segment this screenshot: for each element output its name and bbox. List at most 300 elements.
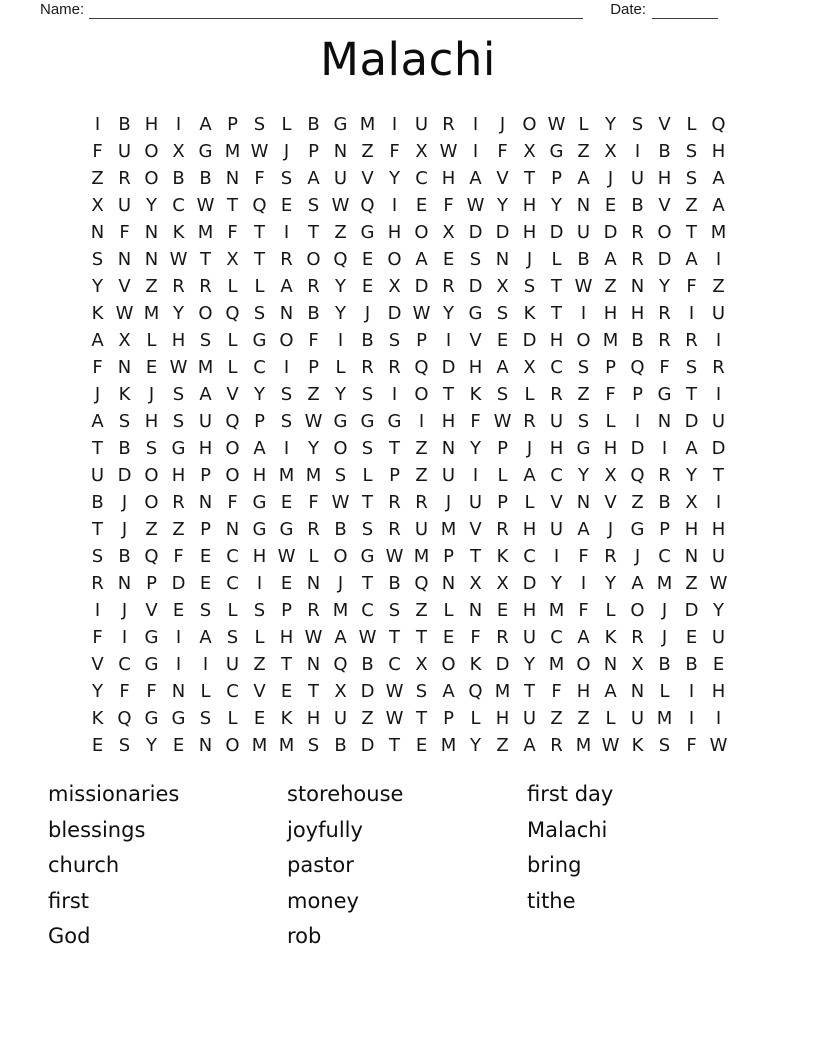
- grid-letter: J: [337, 573, 344, 594]
- grid-letter: M: [710, 222, 727, 243]
- grid-letter: F: [605, 384, 616, 405]
- grid-letter: N: [144, 249, 159, 270]
- grid-letter: W: [331, 492, 350, 513]
- grid-letter: X: [604, 465, 617, 486]
- grid-letter: Z: [253, 654, 266, 675]
- grid-letter: Q: [630, 357, 645, 378]
- grid-letter: F: [92, 357, 103, 378]
- grid-letter: V: [469, 519, 482, 540]
- grid-letter: F: [92, 141, 103, 162]
- grid-letter: L: [254, 627, 265, 648]
- grid-letter: S: [469, 249, 482, 270]
- grid-letter: E: [496, 330, 509, 351]
- grid-letter: V: [226, 384, 239, 405]
- grid-letter: R: [388, 519, 401, 540]
- grid-letter: Y: [308, 438, 319, 459]
- grid-letter: Y: [551, 573, 562, 594]
- grid-letter: N: [279, 303, 294, 324]
- grid-letter: R: [280, 249, 293, 270]
- grid-letter: L: [578, 114, 589, 135]
- grid-letter: N: [603, 654, 618, 675]
- grid-letter: W: [709, 573, 728, 594]
- grid-letter: M: [197, 222, 214, 243]
- grid-letter: H: [522, 519, 537, 540]
- grid-letter: L: [227, 600, 238, 621]
- grid-letter: H: [306, 708, 321, 729]
- word-list: [48, 777, 796, 955]
- grid-letter: R: [496, 627, 509, 648]
- grid-letter: M: [494, 681, 511, 702]
- grid-letter: F: [389, 141, 400, 162]
- grid-letter: Y: [551, 195, 562, 216]
- grid-letter: D: [522, 573, 537, 594]
- grid-letter: H: [522, 600, 537, 621]
- grid-letter: S: [199, 330, 212, 351]
- grid-letter: O: [144, 465, 159, 486]
- grid-letter: J: [121, 492, 128, 513]
- word-list-item: joyfully: [287, 817, 363, 842]
- grid-letter: R: [388, 357, 401, 378]
- grid-letter: Y: [605, 114, 616, 135]
- grid-letter: I: [175, 114, 182, 135]
- grid-letter: B: [631, 330, 644, 351]
- grid-letter: S: [172, 411, 185, 432]
- grid-letter: D: [468, 222, 483, 243]
- name-blank-field[interactable]: [89, 2, 583, 19]
- grid-letter: G: [171, 708, 186, 729]
- grid-letter: B: [334, 735, 347, 756]
- grid-letter: U: [414, 519, 429, 540]
- grid-letter: G: [333, 411, 348, 432]
- grid-letter: A: [442, 681, 455, 702]
- date-blank-field[interactable]: [652, 2, 718, 19]
- grid-letter: J: [148, 384, 155, 405]
- word-list-column: [48, 777, 287, 955]
- grid-letter: Z: [334, 222, 347, 243]
- grid-letter: Z: [577, 708, 590, 729]
- grid-letter: H: [441, 168, 456, 189]
- grid-letter: U: [522, 627, 537, 648]
- grid-letter: P: [308, 141, 319, 162]
- grid-letter: Y: [659, 276, 670, 297]
- grid-letter: D: [360, 735, 375, 756]
- grid-letter: A: [523, 735, 536, 756]
- grid-letter: U: [711, 411, 726, 432]
- word-list-item: rob: [287, 924, 322, 949]
- word-list-column: [287, 777, 527, 955]
- grid-letter: E: [172, 600, 185, 621]
- grid-letter: L: [605, 411, 616, 432]
- grid-letter: J: [526, 249, 533, 270]
- grid-letter: X: [523, 357, 536, 378]
- grid-letter: G: [144, 627, 159, 648]
- grid-letter: Z: [685, 195, 698, 216]
- grid-letter: V: [658, 114, 671, 135]
- grid-letter: O: [279, 330, 294, 351]
- grid-letter: C: [226, 681, 239, 702]
- grid-letter: F: [470, 627, 481, 648]
- grid-letter: T: [254, 222, 265, 243]
- grid-letter: L: [227, 708, 238, 729]
- grid-letter: K: [118, 384, 131, 405]
- grid-letter: B: [361, 330, 374, 351]
- grid-letter: A: [469, 168, 482, 189]
- grid-letter: C: [658, 546, 671, 567]
- grid-letter: L: [227, 357, 238, 378]
- word-list-item: pastor: [287, 853, 354, 878]
- word-list-item: storehouse: [287, 782, 404, 806]
- grid-letter: R: [631, 222, 644, 243]
- grid-letter: G: [198, 141, 213, 162]
- grid-letter: O: [522, 114, 537, 135]
- grid-letter: A: [577, 519, 590, 540]
- grid-letter: A: [199, 384, 212, 405]
- grid-letter: G: [279, 519, 294, 540]
- grid-letter: R: [199, 276, 212, 297]
- grid-letter: D: [387, 303, 402, 324]
- grid-letter: A: [253, 438, 266, 459]
- grid-letter: S: [307, 195, 320, 216]
- grid-letter: D: [441, 357, 456, 378]
- grid-letter: V: [550, 492, 563, 513]
- grid-letter: A: [199, 627, 212, 648]
- grid-letter: M: [278, 735, 295, 756]
- grid-letter: G: [387, 411, 402, 432]
- grid-letter: J: [121, 600, 128, 621]
- grid-letter: N: [306, 654, 321, 675]
- grid-letter: E: [280, 195, 293, 216]
- grid-letter: L: [281, 114, 292, 135]
- grid-letter: B: [631, 195, 644, 216]
- grid-letter: A: [712, 195, 725, 216]
- grid-letter: P: [227, 114, 238, 135]
- grid-letter: I: [418, 411, 425, 432]
- grid-letter: Y: [578, 465, 589, 486]
- grid-letter: U: [117, 195, 132, 216]
- grid-letter: T: [92, 519, 103, 540]
- grid-letter: P: [605, 357, 616, 378]
- grid-letter: S: [91, 546, 104, 567]
- grid-letter: W: [331, 195, 350, 216]
- grid-letter: S: [415, 681, 428, 702]
- grid-letter: M: [575, 735, 592, 756]
- grid-letter: Z: [415, 465, 428, 486]
- grid-letter: J: [607, 519, 614, 540]
- grid-letter: W: [250, 141, 269, 162]
- grid-letter: N: [630, 276, 645, 297]
- grid-letter: H: [711, 141, 726, 162]
- grid-letter: N: [468, 600, 483, 621]
- grid-letter: F: [659, 357, 670, 378]
- grid-letter: X: [334, 681, 347, 702]
- grid-letter: H: [144, 411, 159, 432]
- grid-letter: A: [334, 627, 347, 648]
- grid-letter: F: [227, 492, 238, 513]
- grid-letter: P: [254, 411, 265, 432]
- grid-letter: Q: [333, 654, 348, 675]
- grid-letter: L: [605, 708, 616, 729]
- grid-letter: H: [468, 357, 483, 378]
- grid-letter: R: [550, 735, 563, 756]
- grid-letter: R: [415, 492, 428, 513]
- grid-letter: Q: [225, 411, 240, 432]
- grid-letter: L: [254, 276, 265, 297]
- grid-letter: F: [308, 330, 319, 351]
- grid-letter: X: [226, 249, 239, 270]
- grid-letter: C: [361, 600, 374, 621]
- grid-letter: P: [551, 168, 562, 189]
- grid-letter: L: [227, 330, 238, 351]
- grid-letter: H: [144, 114, 159, 135]
- grid-letter: I: [715, 330, 722, 351]
- grid-letter: T: [470, 546, 481, 567]
- grid-letter: M: [305, 465, 322, 486]
- grid-letter: O: [441, 654, 456, 675]
- grid-letter: L: [497, 465, 508, 486]
- grid-letter: R: [388, 492, 401, 513]
- grid-letter: X: [415, 654, 428, 675]
- grid-letter: U: [117, 141, 132, 162]
- grid-letter: C: [172, 195, 185, 216]
- grid-letter: Z: [415, 438, 428, 459]
- grid-letter: H: [711, 681, 726, 702]
- grid-letter: R: [631, 627, 644, 648]
- grid-letter: S: [118, 411, 131, 432]
- grid-letter: G: [657, 384, 672, 405]
- grid-letter: M: [224, 141, 241, 162]
- grid-letter: D: [657, 249, 672, 270]
- grid-letter: D: [711, 438, 726, 459]
- grid-letter: I: [391, 114, 398, 135]
- grid-letter: B: [118, 438, 131, 459]
- grid-letter: Y: [497, 195, 508, 216]
- grid-letter: G: [252, 330, 267, 351]
- grid-letter: P: [389, 465, 400, 486]
- grid-letter: N: [198, 735, 213, 756]
- grid-letter: N: [117, 357, 132, 378]
- grid-letter: B: [388, 573, 401, 594]
- grid-letter: T: [416, 708, 427, 729]
- grid-letter: V: [361, 168, 374, 189]
- grid-letter: U: [468, 492, 483, 513]
- grid-letter: T: [524, 681, 535, 702]
- grid-letter: F: [578, 546, 589, 567]
- grid-letter: J: [661, 627, 668, 648]
- grid-letter: D: [495, 654, 510, 675]
- grid-letter: Y: [146, 735, 157, 756]
- grid-letter: Z: [577, 141, 590, 162]
- grid-letter: R: [442, 114, 455, 135]
- grid-letter: U: [225, 654, 240, 675]
- grid-letter: E: [361, 249, 374, 270]
- grid-letter: F: [470, 411, 481, 432]
- grid-letter: S: [361, 438, 374, 459]
- grid-letter: Y: [335, 303, 346, 324]
- grid-letter: F: [551, 681, 562, 702]
- grid-letter: E: [145, 357, 158, 378]
- grid-letter: H: [441, 411, 456, 432]
- grid-letter: E: [172, 735, 185, 756]
- grid-letter: Z: [361, 141, 374, 162]
- grid-letter: H: [252, 465, 267, 486]
- grid-letter: O: [333, 438, 348, 459]
- grid-letter: H: [252, 546, 267, 567]
- grid-letter: L: [335, 357, 346, 378]
- grid-letter: D: [360, 681, 375, 702]
- grid-letter: F: [686, 735, 697, 756]
- grid-letter: B: [307, 114, 320, 135]
- grid-letter: S: [199, 708, 212, 729]
- grid-letter: H: [711, 519, 726, 540]
- grid-letter: M: [548, 600, 565, 621]
- grid-letter: U: [711, 546, 726, 567]
- grid-letter: A: [523, 465, 536, 486]
- grid-letter: G: [360, 546, 375, 567]
- grid-letter: Z: [550, 708, 563, 729]
- grid-letter: B: [307, 303, 320, 324]
- grid-letter: Y: [92, 276, 103, 297]
- header: [40, 1, 776, 19]
- grid-letter: G: [549, 141, 564, 162]
- grid-letter: N: [117, 249, 132, 270]
- grid-letter: P: [443, 708, 454, 729]
- grid-letter: I: [688, 681, 695, 702]
- grid-letter: N: [198, 492, 213, 513]
- grid-letter: K: [631, 735, 644, 756]
- grid-letter: Q: [414, 357, 429, 378]
- grid-letter: J: [121, 519, 128, 540]
- grid-letter: X: [442, 222, 455, 243]
- grid-letter: X: [469, 573, 482, 594]
- grid-letter: R: [631, 249, 644, 270]
- grid-letter: I: [175, 654, 182, 675]
- grid-letter: M: [440, 519, 457, 540]
- grid-letter: R: [523, 411, 536, 432]
- grid-letter: K: [469, 654, 482, 675]
- grid-letter: D: [549, 222, 564, 243]
- grid-letter: S: [523, 276, 536, 297]
- grid-letter: Q: [117, 708, 132, 729]
- grid-letter: E: [685, 627, 698, 648]
- grid-letter: R: [118, 168, 131, 189]
- grid-letter: S: [91, 249, 104, 270]
- grid-letter: N: [684, 546, 699, 567]
- grid-letter: L: [551, 249, 562, 270]
- grid-letter: I: [688, 708, 695, 729]
- grid-letter: Q: [711, 114, 726, 135]
- name-label: Name:: [40, 1, 85, 18]
- grid-letter: I: [634, 141, 641, 162]
- grid-letter: V: [145, 600, 158, 621]
- grid-letter: I: [715, 708, 722, 729]
- grid-letter: T: [389, 438, 400, 459]
- grid-letter: C: [550, 357, 563, 378]
- grid-letter: K: [91, 303, 104, 324]
- grid-letter: Y: [443, 303, 454, 324]
- grid-letter: I: [445, 330, 452, 351]
- grid-letter: P: [497, 492, 508, 513]
- grid-letter: F: [686, 276, 697, 297]
- grid-letter: A: [685, 438, 698, 459]
- grid-letter: H: [657, 168, 672, 189]
- grid-letter: S: [199, 600, 212, 621]
- grid-letter: N: [333, 141, 348, 162]
- grid-letter: B: [334, 519, 347, 540]
- grid-letter: Q: [360, 195, 375, 216]
- grid-letter: S: [496, 384, 509, 405]
- grid-letter: I: [688, 303, 695, 324]
- grid-letter: A: [415, 249, 428, 270]
- grid-letter: L: [200, 681, 211, 702]
- grid-letter: D: [684, 600, 699, 621]
- grid-letter: L: [659, 681, 670, 702]
- grid-letter: R: [496, 519, 509, 540]
- grid-letter: K: [172, 222, 185, 243]
- grid-letter: S: [280, 168, 293, 189]
- grid-letter: C: [550, 627, 563, 648]
- grid-letter: K: [280, 708, 293, 729]
- grid-letter: P: [632, 384, 643, 405]
- grid-letter: M: [440, 735, 457, 756]
- grid-letter: D: [630, 438, 645, 459]
- grid-letter: S: [577, 357, 590, 378]
- grid-letter: F: [119, 681, 130, 702]
- grid-letter: L: [524, 384, 535, 405]
- grid-letter: Z: [631, 492, 644, 513]
- grid-letter: U: [333, 168, 348, 189]
- grid-letter: Z: [496, 735, 509, 756]
- grid-letter: U: [549, 411, 564, 432]
- grid-letter: W: [547, 114, 566, 135]
- grid-letter: O: [414, 384, 429, 405]
- grid-letter: T: [92, 438, 103, 459]
- grid-letter: G: [360, 411, 375, 432]
- grid-letter: D: [522, 330, 537, 351]
- grid-letter: R: [604, 546, 617, 567]
- grid-letter: W: [304, 627, 323, 648]
- grid-letter: M: [656, 573, 673, 594]
- grid-letter: B: [361, 654, 374, 675]
- grid-letter: M: [143, 303, 160, 324]
- grid-letter: I: [553, 546, 560, 567]
- grid-letter: I: [391, 384, 398, 405]
- grid-letter: A: [91, 411, 104, 432]
- grid-letter: W: [385, 708, 404, 729]
- grid-letter: C: [118, 654, 131, 675]
- grid-letter: I: [634, 411, 641, 432]
- grid-letter: X: [496, 276, 509, 297]
- grid-letter: V: [604, 492, 617, 513]
- grid-letter: W: [169, 357, 188, 378]
- grid-letter: W: [115, 303, 134, 324]
- grid-letter: U: [90, 465, 105, 486]
- grid-letter: G: [360, 222, 375, 243]
- word-list-column: [527, 777, 613, 919]
- grid-letter: K: [469, 384, 482, 405]
- word-search-grid: [84, 111, 732, 759]
- grid-letter: N: [225, 519, 240, 540]
- grid-letter: P: [200, 465, 211, 486]
- grid-letter: A: [604, 249, 617, 270]
- grid-letter: X: [685, 492, 698, 513]
- grid-letter: H: [603, 303, 618, 324]
- grid-letter: T: [713, 465, 724, 486]
- grid-letter: L: [524, 492, 535, 513]
- grid-letter: A: [280, 276, 293, 297]
- grid-letter: X: [118, 330, 131, 351]
- grid-letter: S: [658, 735, 671, 756]
- grid-letter: T: [281, 654, 292, 675]
